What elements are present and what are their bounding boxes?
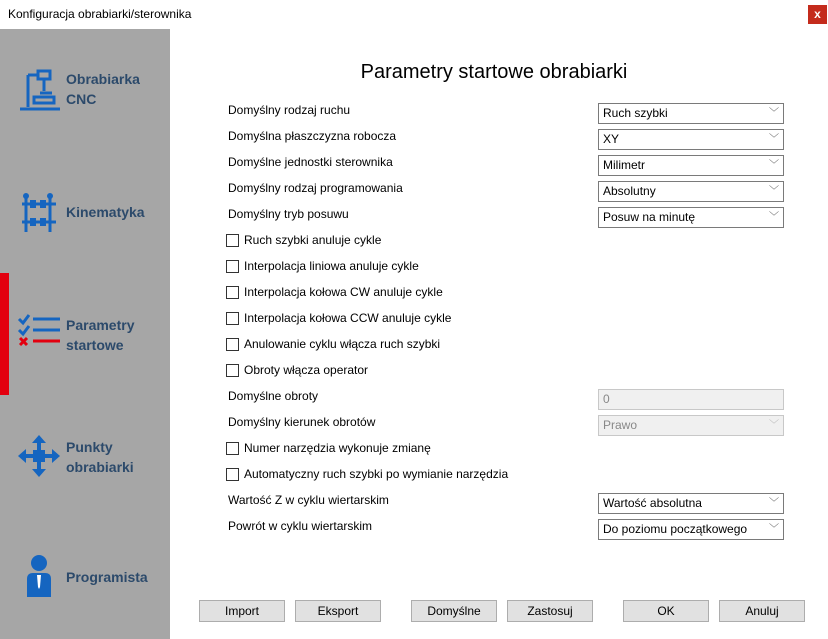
sidebar xyxy=(0,29,170,639)
sidebar-item-start-params[interactable] xyxy=(0,273,170,373)
move-arrows-icon xyxy=(16,433,62,479)
chevron-down-icon: ﹀ xyxy=(769,212,779,223)
checkbox[interactable] xyxy=(226,260,239,273)
ok-button[interactable]: OK xyxy=(623,600,709,622)
select-value: Absolutny xyxy=(603,184,656,198)
defaults-button[interactable]: Domyślne xyxy=(411,600,497,622)
select-value: Prawo xyxy=(603,418,638,432)
field-label: Domyślny tryb posuwu xyxy=(228,207,349,221)
checkbox-label: Obroty włącza operator xyxy=(244,363,369,377)
checkbox[interactable] xyxy=(226,234,239,247)
checkbox[interactable] xyxy=(226,442,239,455)
field-label: Domyślny rodzaj ruchu xyxy=(228,103,351,117)
apply-button[interactable]: Zastosuj xyxy=(507,600,593,622)
checkbox-label: Anulowanie cyklu włącza ruch szybki xyxy=(244,337,441,351)
feed-mode-select[interactable] xyxy=(598,207,784,228)
close-button[interactable]: x xyxy=(808,5,827,24)
select-value: Ruch szybki xyxy=(603,106,668,120)
sidebar-item-label: Programista xyxy=(66,569,148,585)
chevron-down-icon: ﹀ xyxy=(769,108,779,119)
checkbox-label: Interpolacja kołowa CW anuluje cykle xyxy=(244,285,443,299)
field-label: Domyślne obroty xyxy=(228,389,319,403)
checkbox-label: Numer narzędzia wykonuje zmianę xyxy=(244,441,431,455)
chevron-down-icon: ﹀ xyxy=(769,134,779,145)
checkbox[interactable] xyxy=(226,312,239,325)
person-icon xyxy=(16,553,62,599)
checkbox-label: Automatyczny ruch szybki po wymianie narzędzia xyxy=(244,467,509,481)
field-label: Domyślne jednostki sterownika xyxy=(228,155,393,169)
motion-type-select[interactable] xyxy=(598,103,784,124)
select-value: XY xyxy=(603,132,620,146)
checkbox-label: Interpolacja liniowa anuluje cykle xyxy=(244,259,419,273)
checklist-icon xyxy=(16,311,62,357)
title-bar xyxy=(0,0,828,29)
field-label: Domyślny kierunek obrotów xyxy=(228,415,376,429)
drill-z-value-select[interactable] xyxy=(598,493,784,514)
work-plane-select[interactable] xyxy=(598,129,784,150)
cnc-machine-icon xyxy=(16,69,62,115)
checkbox[interactable] xyxy=(226,468,239,481)
spindle-direction-select[interactable] xyxy=(598,415,784,436)
drill-return-select[interactable] xyxy=(598,519,784,540)
chevron-down-icon: ﹀ xyxy=(769,498,779,509)
checkbox[interactable] xyxy=(226,364,239,377)
sidebar-item-label: Obrabiarka CNC xyxy=(66,71,140,107)
sidebar-item-label: Parametry startowe xyxy=(66,317,135,353)
chevron-down-icon: ﹀ xyxy=(769,160,779,171)
units-select[interactable] xyxy=(598,155,784,176)
field-label: Domyślna płaszczyzna robocza xyxy=(228,129,397,143)
select-value: Wartość absolutna xyxy=(603,496,702,510)
sidebar-item-label: Punkty obrabiarki xyxy=(66,439,134,475)
chevron-down-icon: ﹀ xyxy=(769,524,779,535)
sidebar-item-programmer[interactable] xyxy=(0,539,170,639)
window-title: Konfiguracja obrabiarki/sterownika xyxy=(8,7,192,21)
sidebar-item-machine-points[interactable] xyxy=(0,419,170,519)
main-panel xyxy=(170,29,828,639)
chevron-down-icon: ﹀ xyxy=(769,420,779,431)
page-title: Parametry startowe obrabiarki xyxy=(360,61,628,83)
field-label: Wartość Z w cyklu wiertarskim xyxy=(228,493,389,507)
field-label: Domyślny rodzaj programowania xyxy=(228,181,403,195)
field-label: Powrót w cyklu wiertarskim xyxy=(228,519,373,533)
checkbox[interactable] xyxy=(226,338,239,351)
select-value: Milimetr xyxy=(603,158,645,172)
default-speed-input[interactable]: 0 xyxy=(598,389,784,410)
sidebar-item-label: Kinematyka xyxy=(66,204,145,220)
checkbox-label: Ruch szybki anuluje cykle xyxy=(244,233,382,247)
checkbox[interactable] xyxy=(226,286,239,299)
checkbox-label: Interpolacja kołowa CCW anuluje cykle xyxy=(244,311,452,325)
kinematics-icon xyxy=(16,190,62,236)
sidebar-item-cnc-machine[interactable] xyxy=(0,53,170,153)
export-button[interactable]: Eksport xyxy=(295,600,381,622)
select-value: Posuw na minutę xyxy=(603,210,696,224)
cancel-button[interactable]: Anuluj xyxy=(719,600,805,622)
sidebar-item-kinematics[interactable] xyxy=(0,174,170,274)
import-button[interactable]: Import xyxy=(199,600,285,622)
programming-mode-select[interactable] xyxy=(598,181,784,202)
chevron-down-icon: ﹀ xyxy=(769,186,779,197)
select-value: Do poziomu początkowego xyxy=(603,522,748,536)
